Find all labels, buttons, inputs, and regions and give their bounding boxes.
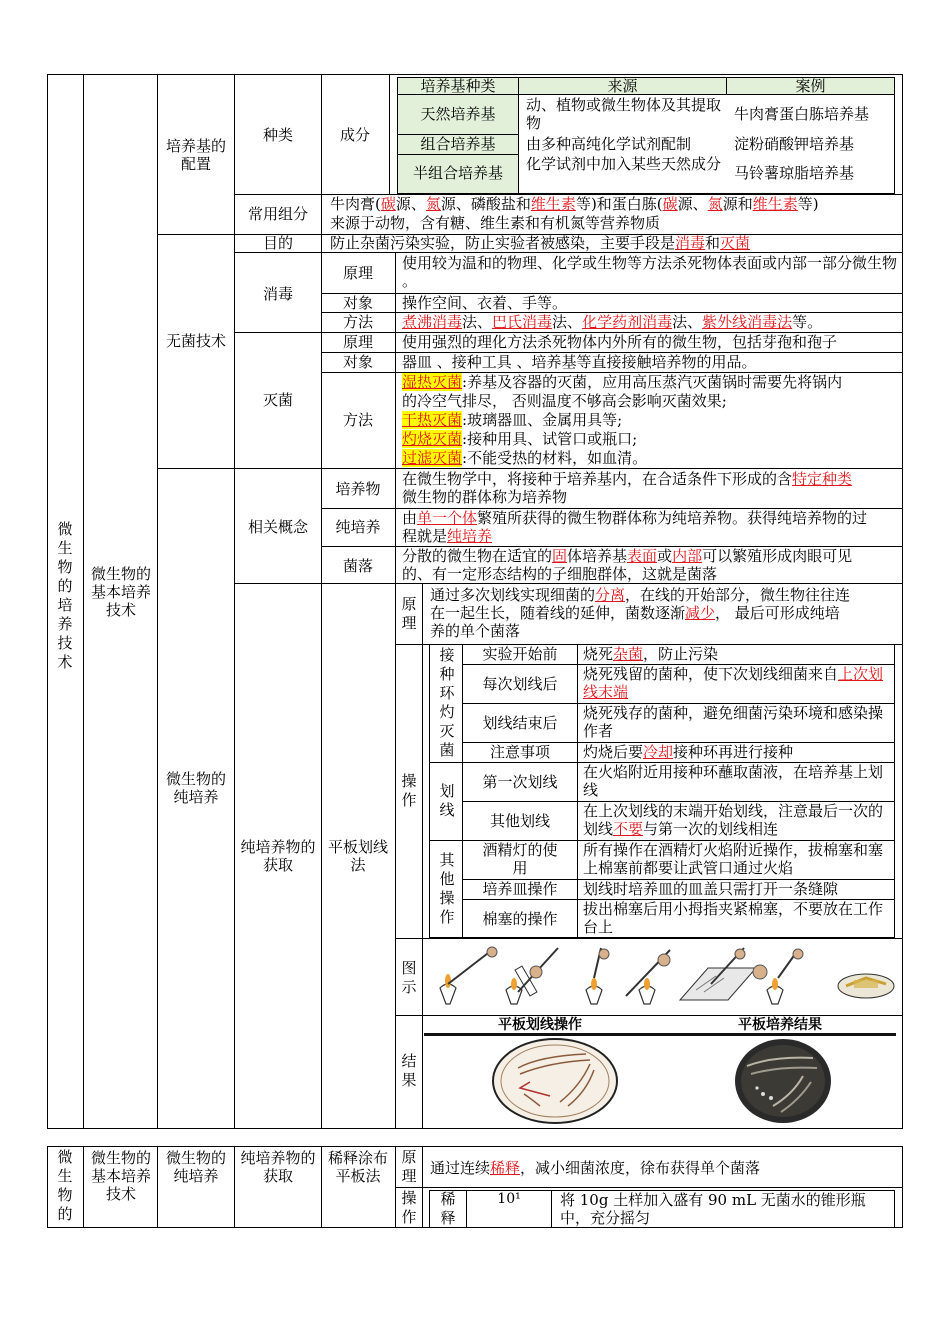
figure-label: 图示 bbox=[401, 959, 417, 996]
row3-example: 马铃薯琼脂培养基 bbox=[734, 164, 855, 182]
plate-icon bbox=[680, 948, 756, 1000]
lamp-icon bbox=[586, 948, 609, 1004]
first-label: 第一次划线 bbox=[482, 773, 558, 791]
th-source: 来源 bbox=[607, 77, 638, 95]
tube-icon bbox=[626, 950, 670, 1004]
disinfect-label: 消毒 bbox=[262, 285, 293, 303]
config-label: 培养基的配置 bbox=[165, 137, 226, 173]
row1-example: 牛肉膏蛋白胨培养基 bbox=[734, 105, 870, 123]
row3-type: 半组合培养基 bbox=[412, 164, 503, 182]
pureculture-text: 由单一个体繁殖所获得的微生物群体称为纯培养物。获得纯培养物的过 程就是纯培养 bbox=[402, 509, 868, 545]
dish-label: 培养皿操作 bbox=[482, 880, 558, 898]
bottom-col5: 稀释涂布平板法 bbox=[328, 1149, 389, 1185]
bottom-col4: 纯培养物的获取 bbox=[240, 1149, 316, 1185]
principle-label: 原理 bbox=[401, 595, 417, 632]
plug-text: 拔出棉塞后用小拇指夹紧棉塞，不要放在工作台上 bbox=[583, 900, 884, 936]
loop-k3: 划线结束后 bbox=[482, 714, 558, 732]
common-line1: 牛肉膏(碳源、氮源、磷酸盐和维生素等)和蛋白胨(碳源、氮源和维生素等) bbox=[330, 195, 819, 213]
streak-plate-illustration bbox=[490, 1036, 620, 1126]
bottom-col1: 微生物的 bbox=[57, 1148, 73, 1223]
result-left-title: 平板划线操作 bbox=[498, 1017, 582, 1033]
pure-label: 微生物的纯培养 bbox=[165, 770, 226, 806]
principle-text: 通过多次划线实现细菌的分离，在线的开始部分，微生物往往连 在一起生长，随着线的延伸，菌数逐渐减少， 最后可形成纯培 养的单个菌落 bbox=[430, 586, 851, 640]
sterilize-principle-label: 原理 bbox=[342, 333, 373, 351]
aseptic-label: 无菌技术 bbox=[165, 332, 226, 350]
disinfect-object-label: 对象 bbox=[342, 294, 373, 312]
result-label: 结果 bbox=[401, 1052, 417, 1089]
sterilize-object: 器皿 、接种工具 、培养基等直接接触培养物的用品。 bbox=[402, 353, 757, 371]
th-example: 案例 bbox=[795, 77, 826, 95]
lamp-icon bbox=[753, 949, 803, 1004]
sterilize-label: 灭菌 bbox=[262, 391, 293, 409]
bottom-col2: 微生物的基本培养技术 bbox=[90, 1149, 151, 1203]
sterilize-burn: 灼烧灭菌:接种用具、试管口或瓶口; bbox=[402, 430, 638, 448]
disinfect-method-label: 方法 bbox=[342, 313, 373, 331]
sterilize-filter: 过滤灭菌:不能受热的材料，如血清。 bbox=[402, 449, 648, 467]
disinfect-object: 操作空间、衣着、手等。 bbox=[402, 294, 568, 312]
sterilize-object-label: 对象 bbox=[342, 353, 373, 371]
culture-label: 培养物 bbox=[335, 480, 381, 498]
th-type: 培养基种类 bbox=[420, 77, 496, 95]
colony-label: 菌落 bbox=[342, 557, 373, 575]
culture-text: 在微生物学中，将接种于培养基内，在合适条件下形成的含特定种类 微生物的群体称为培养物 bbox=[402, 470, 853, 506]
goal-label: 目的 bbox=[262, 234, 293, 252]
loop-k4: 注意事项 bbox=[489, 743, 550, 761]
loop-v2: 烧死残留的菌种，使下次划线细菌来自上次划线末端 bbox=[583, 665, 884, 701]
culture-result-illustration bbox=[733, 1036, 833, 1126]
misc-label: 其他操作 bbox=[439, 851, 455, 926]
goal-text: 防止杂菌污染实验，防止实验者被感染，主要手段是消毒和灭菌 bbox=[330, 234, 751, 252]
lamp-label: 酒精灯的使用 bbox=[482, 841, 558, 877]
concepts-label: 相关概念 bbox=[247, 518, 308, 536]
lamp-icon bbox=[440, 947, 497, 1004]
sterilize-dry: 干热灭菌:玻璃器皿、金属用具等; bbox=[402, 411, 623, 429]
other-text: 在上次划线的末端开始划线，注意最后一次的划线不要与第一次的划线相连 bbox=[583, 802, 884, 838]
sterilize-wet: 湿热灭菌:养基及容器的灭菌，应用高压蒸汽灭菌锅时需要先将锅内 bbox=[402, 373, 843, 391]
first-text: 在火焰附近用接种环蘸取菌液，在培养基上划线 bbox=[583, 763, 884, 799]
row2-example: 淀粉硝酸钾培养基 bbox=[734, 135, 855, 153]
disinfect-principle-label: 原理 bbox=[342, 264, 373, 282]
sterilize-wet-2: 的冷空气排尽， 否则温度不够高会影响灭菌效果; bbox=[402, 392, 727, 410]
petri-dish-icon bbox=[838, 974, 894, 998]
pureculture-label: 纯培养 bbox=[335, 518, 381, 536]
other-label: 其他划线 bbox=[489, 812, 550, 830]
row1-source: 动、植物或微生物体及其提取物 bbox=[526, 96, 722, 132]
result-right-title: 平板培养结果 bbox=[738, 1017, 822, 1033]
composition-label: 成分 bbox=[339, 126, 370, 144]
loop-k1: 实验开始前 bbox=[482, 645, 558, 663]
loop-v4: 灼烧后要冷却接种环再进行接种 bbox=[583, 743, 794, 761]
row2-source: 由多种高纯化学试剂配制 bbox=[526, 135, 692, 153]
sterilize-principle: 使用强烈的理化方法杀死物体内外所有的微生物，包括芽孢和孢子 bbox=[402, 333, 838, 351]
lamp-text: 所有操作在酒精灯火焰附近操作，拔棉塞和塞上棉塞前都要让武管口通过火焰 bbox=[583, 841, 884, 877]
loop-v1: 烧死杂菌，防止污染 bbox=[583, 645, 719, 663]
row1-type: 天然培养基 bbox=[420, 105, 496, 123]
tube-icon bbox=[506, 948, 558, 1004]
disinfect-method: 煮沸消毒法、巴氏消毒法、化学药剂消毒法、紫外线消毒法等。 bbox=[402, 313, 823, 331]
streak-steps-illustration bbox=[426, 942, 898, 1012]
colony-text: 分散的微生物在适宜的固体培养基表面或内部可以繁殖形成肉眼可见 的、有一定形态结构的子细胞群体，这就是菌落 bbox=[402, 547, 853, 583]
obtain-label: 纯培养物的获取 bbox=[240, 838, 316, 874]
dilute-text: 将 10g 土样加入盛有 90 mL 无菌水的锥形瓶中，充分摇匀 bbox=[560, 1191, 866, 1227]
bottom-col3: 微生物的纯培养 bbox=[165, 1149, 226, 1185]
dish-text: 划线时培养皿的皿盖只需打开一条缝隙 bbox=[583, 880, 839, 898]
bottom-operation-label: 操作 bbox=[401, 1189, 417, 1226]
row3-source: 化学试剂中加入某些天然成分 bbox=[526, 155, 722, 173]
loop-label: 接种环灼灭菌 bbox=[439, 646, 455, 759]
loop-k2: 每次划线后 bbox=[482, 675, 558, 693]
streak-label: 平板划线法 bbox=[328, 838, 389, 874]
common-line2: 来源于动物，含有糖、维生素和有机氮等营养物质 bbox=[330, 214, 661, 232]
dilute-value: 10¹ bbox=[497, 1191, 521, 1207]
kinds-label: 种类 bbox=[262, 126, 293, 144]
operation-label: 操作 bbox=[401, 772, 417, 809]
disinfect-principle: 使用较为温和的物理、化学或生物等方法杀死物体表面或内部一部分微生物 。 bbox=[402, 254, 898, 290]
dilute-label: 稀释 bbox=[440, 1190, 456, 1227]
streaking-label: 划线 bbox=[439, 782, 455, 819]
row2-type: 组合培养基 bbox=[420, 135, 496, 153]
bottom-principle-label: 原理 bbox=[401, 1148, 417, 1185]
sterilize-method-label: 方法 bbox=[342, 411, 373, 429]
common-label: 常用组分 bbox=[247, 205, 308, 223]
loop-v3: 烧死残存的菌种，避免细菌污染环境和感染操作者 bbox=[583, 704, 884, 740]
col1-label: 微生物的培养技术 bbox=[57, 520, 73, 671]
plug-label: 棉塞的操作 bbox=[482, 910, 558, 928]
col2-label: 微生物的基本培养技术 bbox=[90, 565, 151, 619]
bottom-principle-text: 通过连续稀释，减小细菌浓度，徐布获得单个菌落 bbox=[430, 1159, 761, 1177]
